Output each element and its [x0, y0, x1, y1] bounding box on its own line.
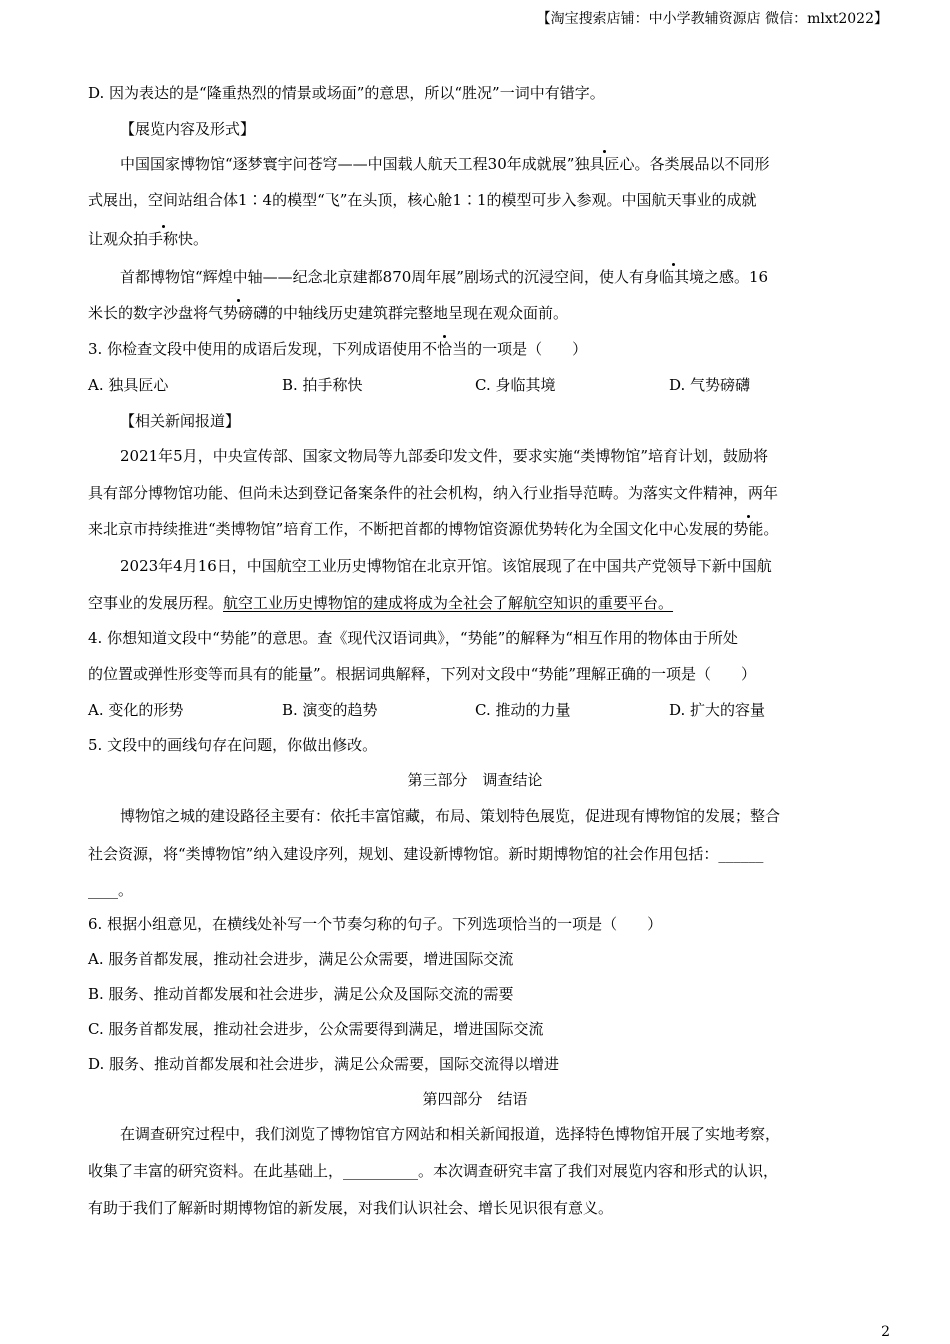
part3-line2: 社会资源，将“类博物馆”纳入建设序列，规划、建设新博物馆。新时期博物馆的社会作用包括：______: [88, 845, 764, 863]
part3-line3: ____。: [88, 881, 134, 899]
page-number: 2: [881, 1324, 890, 1340]
idiom-shenlin-qijing: 身临其境: [643, 268, 704, 286]
part4-title: 第四部分 结语: [422, 1090, 528, 1108]
q6-option-d: D. 服务、推动首都发展和社会进步，满足公众需要，国际交流得以增进: [88, 1055, 560, 1073]
q6-option-c: C. 服务首都发展，推动社会进步，公众需要得到满足，增进国际交流: [88, 1020, 544, 1038]
q3-option-b: B. 拍手称快: [282, 376, 363, 394]
q2-option-d: D. 因为表达的是“隆重热烈的情景或场面”的意思，所以“胜况”一词中有错字。: [88, 84, 605, 102]
q5-stem: 5. 文段中的画线句存在问题，你做出修改。: [88, 736, 378, 754]
q4-option-d: D. 扩大的容量: [669, 701, 766, 719]
q3-option-c: C. 身临其境: [475, 376, 556, 394]
part4-line3: 有助于我们了解新时期博物馆的新发展，对我们认识社会、增长见识很有意义。: [88, 1199, 614, 1217]
news-p2-line1: 2023年4月16日，中国航空工业历史博物馆在北京开馆。该馆展现了在中国共产党领导下新中国航: [120, 557, 772, 575]
exhibit-heading: 【展览内容及形式】: [120, 120, 256, 138]
exhibit-p1-line2: 式展出，空间站组合体1∶4的模型“飞”在头顶，核心舱1∶1的模型可步入参观。中国航天事业的成就: [88, 191, 757, 209]
news-p2-line2: 空事业的发展历程。航空工业历史博物馆的建成将成为全社会了解航空知识的重要平台。: [88, 594, 674, 612]
idiom-paishou-chengkuai: 拍手称快: [133, 230, 194, 248]
part4-line2: 收集了丰富的研究资料。在此基础上，__________。本次调查研究丰富了我们对展览内容和形式的认识，: [88, 1162, 779, 1180]
q3-option-a: A. 独具匠心: [88, 376, 169, 394]
part3-title: 第三部分 调查结论: [407, 771, 543, 789]
q4-line1: 4. 你想知道文段中“势能”的意思。查《现代汉语词典》，“势能”的解释为“相互作用的物体由于所处: [88, 629, 738, 647]
idiom-duju-jiangxin: 独具匠心: [574, 155, 635, 173]
q4-option-b: B. 演变的趋势: [282, 701, 378, 719]
q3-stem: 3. 你检查文段中使用的成语后发现，下列成语使用不恰当的一项是（ ）: [88, 340, 588, 358]
q3-option-d: D. 气势磅礴: [669, 376, 751, 394]
news-p1-line1: 2021年5月，中央宣传部、国家文物局等九部委印发文件，要求实施“类博物馆”培育计划，鼓励将: [120, 447, 769, 465]
exhibit-p1-line1: 中国国家博物馆“逐梦寰宇问苍穹——中国载人航天工程30年成就展”独具匠心。各类展品以不同形: [120, 155, 770, 173]
q4-option-c: C. 推动的力量: [475, 701, 571, 719]
idiom-qishi-pangbo: 气势磅礴: [208, 304, 269, 322]
q6-stem: 6. 根据小组意见，在横线处补写一个节奏匀称的句子。下列选项恰当的一项是（ ）: [88, 915, 663, 933]
page-header: 【淘宝搜索店铺：中小学教辅资源店 微信：mlxt2022】: [536, 11, 888, 27]
underlined-sentence: 航空工业历史博物馆的建成将成为全社会了解航空知识的重要平台。: [223, 594, 674, 612]
q6-option-a: A. 服务首都发展，推动社会进步，满足公众需要，增进国际交流: [88, 950, 514, 968]
q4-option-a: A. 变化的形势: [88, 701, 184, 719]
news-p1-line2: 具有部分博物馆功能、但尚未达到登记备案条件的社会机构，纳入行业指导范畴。为落实文件精神，两年: [88, 484, 779, 502]
news-p1-line3: 来北京市持续推进“类博物馆”培育工作，不断把首都的博物馆资源优势转化为全国文化中心发展的势能。: [88, 520, 779, 538]
q4-line2: 的位置或弹性形变等而具有的能量”。根据词典解释，下列对文段中“势能”理解正确的一项是（ ）: [88, 665, 757, 683]
exhibit-p1-line3: 让观众拍手称快。: [88, 230, 209, 248]
exhibit-p2-line2: 米长的数字沙盘将气势磅礴的中轴线历史建筑群完整地呈现在观众面前。: [88, 304, 569, 322]
news-heading: 【相关新闻报道】: [120, 412, 241, 430]
q6-option-b: B. 服务、推动首都发展和社会进步，满足公众及国际交流的需要: [88, 985, 514, 1003]
part3-line1: 博物馆之城的建设路径主要有：依托丰富馆藏，布局、策划特色展览，促进现有博物馆的发展；整合: [120, 807, 781, 825]
q3-emphasis: 不恰当: [422, 340, 468, 358]
exhibit-p2-line1: 首都博物馆“辉煌中轴——纪念北京建都870周年展”剧场式的沉浸空间，使人有身临其境之感。16: [120, 268, 769, 286]
part4-line1: 在调查研究过程中，我们浏览了博物馆官方网站和相关新闻报道，选择特色博物馆开展了实地考察，: [120, 1125, 781, 1143]
shineng-emphasis: 势能: [733, 520, 764, 538]
